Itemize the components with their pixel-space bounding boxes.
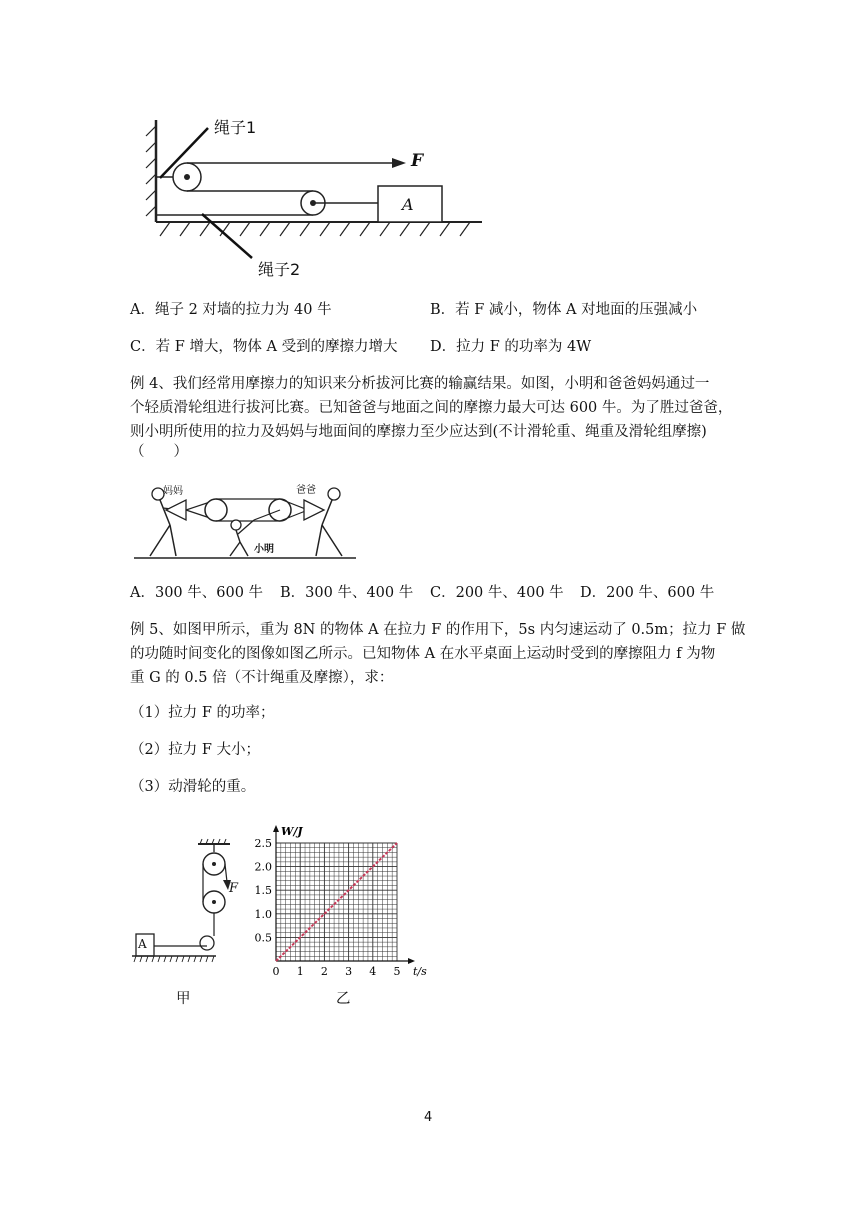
chart-y-tick-label: 1.5 bbox=[254, 884, 272, 898]
ex4-line4: （ ） bbox=[130, 444, 188, 460]
figure-pulley-wall bbox=[130, 100, 500, 290]
ex5-line3: 重 G 的 0.5 倍（不计绳重及摩擦），求： bbox=[130, 670, 394, 686]
chart-x-tick-label: 1 bbox=[296, 965, 304, 978]
chart-x-axis-arrow bbox=[408, 958, 415, 964]
label-dad: 爸爸 bbox=[296, 485, 316, 496]
label-block-a: A bbox=[402, 195, 414, 214]
caption-jia: 甲 bbox=[176, 991, 191, 1007]
ex4-option-c: C．200 牛、400 牛 bbox=[430, 585, 564, 601]
label-mom: 妈妈 bbox=[163, 486, 183, 497]
chart-series-line bbox=[276, 843, 397, 961]
caption-yi: 乙 bbox=[336, 991, 351, 1007]
ex5-line1: 例 5、如图甲所示，重为 8N 的物体 A 在拉力 F 的作用下，5s 内匀速运动了 0.5m；拉力 F 做 bbox=[130, 622, 746, 638]
ex3-option-c: C．若 F 增大，物体 A 受到的摩擦力增大 bbox=[130, 339, 398, 355]
ex5-question-3: （3）动滑轮的重。 bbox=[130, 779, 256, 795]
ex3-option-d: D．拉力 F 的功率为 4W bbox=[430, 339, 592, 355]
ex5-line2: 的功随时间变化的图像如图乙所示。已知物体 A 在水平桌面上运动时受到的摩擦阻力 f 为物 bbox=[130, 646, 716, 662]
chart-y-tick-label: 0.5 bbox=[254, 931, 272, 945]
label-jia-block-a: A bbox=[138, 937, 147, 951]
chart-x-tick-label: 3 bbox=[345, 965, 353, 978]
chart-x-tick-label: 0 bbox=[272, 965, 280, 978]
chart-work-vs-time bbox=[246, 818, 446, 988]
label-xiaoming: 小明 bbox=[254, 544, 274, 555]
ex3-option-a: A．绳子 2 对墙的拉力为 40 牛 bbox=[130, 302, 332, 318]
label-rope1: 绳子1 bbox=[214, 118, 257, 137]
chart-y-axis-label: W/J bbox=[281, 825, 303, 838]
ex4-line3: 则小明所使用的拉力及妈妈与地面间的摩擦力至少应达到(不计滑轮重、绳重及滑轮组摩擦) bbox=[130, 424, 707, 440]
ex4-option-b: B．300 牛、400 牛 bbox=[280, 585, 414, 601]
ex4-option-d: D．200 牛、600 牛 bbox=[580, 585, 715, 601]
ex5-question-1: （1）拉力 F 的功率； bbox=[130, 705, 275, 721]
chart-y-tick-label: 1.0 bbox=[254, 907, 272, 921]
chart-y-tick-label: 2.0 bbox=[254, 860, 272, 874]
page-number: 4 bbox=[424, 1110, 433, 1125]
label-jia-force-f: F bbox=[229, 881, 239, 896]
chart-x-axis-label: t/s bbox=[413, 965, 427, 978]
ex4-line2: 个轻质滑轮组进行拔河比赛。已知爸爸与地面之间的摩擦力最大可达 600 牛。为了胜过爸爸， bbox=[130, 400, 733, 416]
chart-y-axis-arrow bbox=[273, 825, 279, 832]
chart-x-tick-label: 5 bbox=[393, 965, 401, 978]
label-rope2: 绳子2 bbox=[258, 260, 301, 279]
chart-x-tick-label: 2 bbox=[320, 965, 328, 978]
chart-y-tick-label: 2.5 bbox=[254, 837, 272, 850]
ex4-line1: 例 4、我们经常用摩擦力的知识来分析拔河比赛的输赢结果。如图，小明和爸爸妈妈通过一 bbox=[130, 376, 710, 392]
ex3-option-b: B．若 F 减小，物体 A 对地面的压强减小 bbox=[430, 302, 698, 318]
label-force-f: F bbox=[411, 151, 424, 171]
chart-x-tick-label: 4 bbox=[369, 965, 377, 978]
ex5-question-2: （2）拉力 F 大小； bbox=[130, 742, 261, 758]
ex4-option-a: A．300 牛、600 牛 bbox=[130, 585, 264, 601]
